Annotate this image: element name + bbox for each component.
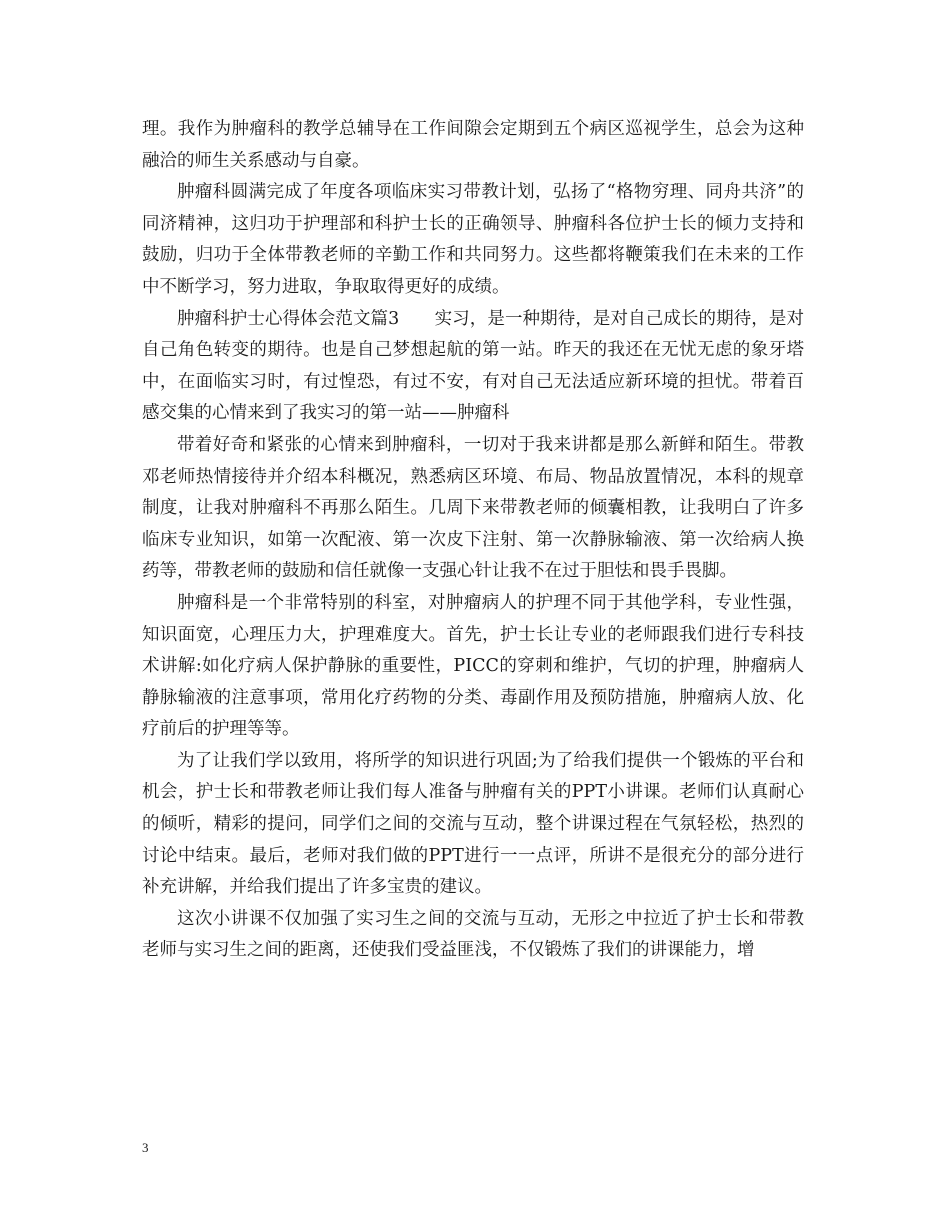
paragraph-5: 肿瘤科是一个非常特别的科室，对肿瘤病人的护理不同于其他学科，专业性强，知识面宽，心理压力大，护理难度大。首先，护士长让专业的老师跟我们进行专科技术讲解:如化疗病人保护静脉的重要性，PICC的穿刺和维护，气切的护理，肿瘤病人静脉输液的注意事项，常用化疗药物的分类、毒副作用及预防措施，肿瘤病人放、化疗前后的护理等等。 <box>142 592 804 740</box>
paragraph-3: 肿瘤科护士心得体会范文篇3 实习，是一种期待，是对自己成长的期待，是对自己角色转变的期待。也是自己梦想起航的第一站。昨天的我还在无忧无虑的象牙塔中，在面临实习时，有过惶恐，有过不安，有对自己无法适应新环境的担忧。带着百感交集的心情来到了我实习的第一站——肿瘤科 <box>142 308 804 424</box>
paragraph-2: 肿瘤科圆满完成了年度各项临床实习带教计划，弘扬了“格物穷理、同舟共济”的同济精神，这归功于护理部和科护士长的正确领导、肿瘤科各位护士长的倾力支持和鼓励，归功于全体带教老师的辛勤工作和共同努力。这些都将鞭策我们在未来的工作中不断学习，努力进取，争取取得更好的成绩。 <box>142 182 804 297</box>
paragraph-1: 理。我作为肿瘤科的教学总辅导在工作间隙会定期到五个病区巡视学生，总会为这种融洽的师生关系感动与自豪。 <box>142 119 804 171</box>
page-number: 3 <box>142 1140 149 1155</box>
paragraph-4: 带着好奇和紧张的心情来到肿瘤科，一切对于我来讲都是那么新鲜和陌生。带教邓老师热情接待并介绍本科概况，熟悉病区环境、布局、物品放置情况，本科的规章制度，让我对肿瘤科不再那么陌生。几周下来带教老师的倾囊相教，让我明白了许多临床专业知识，如第一次配液、第一次皮下注射、第一次静脉输液、第一次给病人换药等，带教老师的鼓励和信任就像一支强心针让我不在过于胆怯和畏手畏脚。 <box>142 434 804 582</box>
paragraph-6: 为了让我们学以致用，将所学的知识进行巩固;为了给我们提供一个锻炼的平台和机会，护士长和带教老师让我们每人准备与肿瘤有关的PPT小讲课。老师们认真耐心的倾听，精彩的提问，同学们之间的交流与互动，整个讲课过程在气氛轻松，热烈的讨论中结束。最后，老师对我们做的PPT进行一一点评，所讲不是很充分的部分进行补充讲解，并给我们提出了许多宝贵的建议。 <box>142 750 804 898</box>
document-body <box>142 114 804 967</box>
paragraph-7: 这次小讲课不仅加强了实习生之间的交流与互动，无形之中拉近了护士长和带教老师与实习生之间的距离，还使我们受益匪浅，不仅锻炼了我们的讲课能力，增 <box>142 908 804 961</box>
